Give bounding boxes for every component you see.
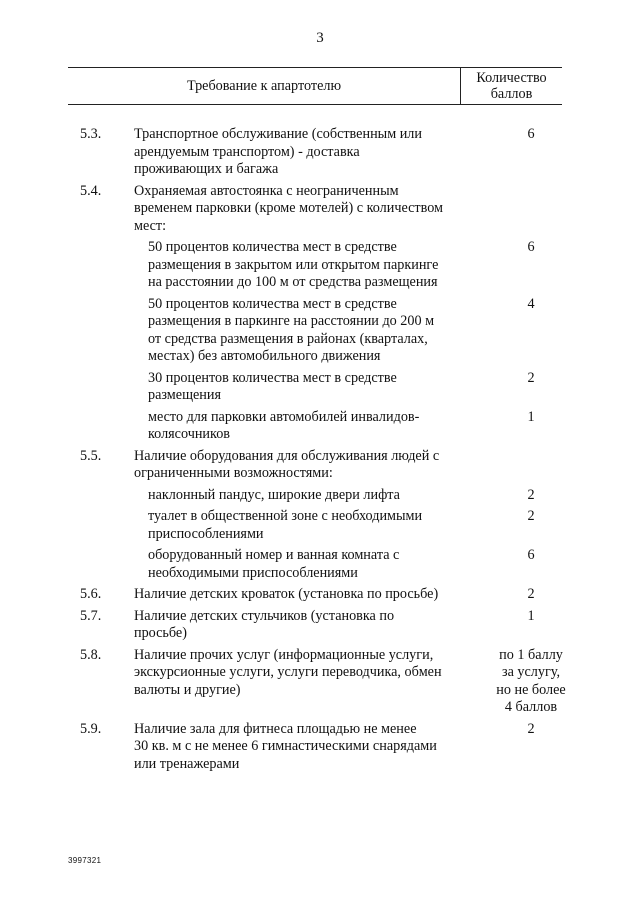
points-line: 6 bbox=[527, 239, 535, 255]
requirement-text-line: мест: bbox=[134, 217, 167, 234]
requirement-text-line: временем парковки (кроме мотелей) с количеством bbox=[134, 200, 444, 216]
requirement-text-line: Транспортное обслуживание (собственным или bbox=[134, 126, 422, 142]
requirement-number: 5.3. bbox=[80, 126, 102, 142]
requirement-text bbox=[134, 448, 466, 483]
requirement-subrow bbox=[0, 508, 640, 543]
requirement-text-line: Наличие зала для фитнеса площадью не менее bbox=[134, 720, 417, 737]
requirement-text-line: Охраняемая автостоянка с неограниченным bbox=[134, 182, 399, 199]
requirement-points bbox=[484, 409, 578, 427]
requirement-text-line: на расстоянии до 100 м от средства размещения bbox=[148, 274, 438, 290]
requirement-text-line: Наличие детских кроваток (установка по просьбе) bbox=[134, 586, 439, 602]
requirement-text bbox=[134, 721, 466, 774]
requirement-points bbox=[484, 487, 578, 505]
points-line: 6 bbox=[527, 547, 535, 563]
table-header bbox=[68, 67, 562, 105]
requirement-points bbox=[484, 239, 578, 257]
requirement-text-line: от средства размещения в районах (кварталах, bbox=[148, 330, 428, 347]
requirement-points bbox=[484, 608, 578, 626]
requirement-text-line: Наличие детских стульчиков (установка по bbox=[134, 607, 395, 624]
requirement-column-header: Требование к апартотелю bbox=[186, 78, 342, 95]
requirement-text bbox=[134, 608, 466, 643]
requirement-text bbox=[134, 647, 466, 700]
requirement-subrow bbox=[0, 296, 640, 366]
requirement-number: 5.8. bbox=[80, 646, 102, 663]
requirement-text bbox=[134, 296, 466, 366]
points-line: 2 bbox=[527, 369, 535, 386]
requirement-text-line: валюты и другие) bbox=[134, 681, 241, 698]
requirement-text bbox=[134, 547, 466, 582]
requirement-number: 5.9. bbox=[80, 720, 102, 737]
points-line: 2 bbox=[527, 720, 535, 737]
requirement-row bbox=[0, 586, 640, 604]
requirement-text bbox=[134, 239, 466, 292]
requirement-subrow bbox=[0, 547, 640, 582]
requirement-text-line: Наличие прочих услуг (информационные услуги, bbox=[134, 646, 434, 663]
requirement-number: 5.7. bbox=[80, 607, 102, 624]
requirement-points bbox=[484, 547, 578, 565]
requirement-points bbox=[484, 296, 578, 314]
requirement-text-line: 50 процентов количества мест в средстве bbox=[148, 295, 397, 312]
requirement-subrow bbox=[0, 487, 640, 505]
requirement-text bbox=[134, 487, 466, 505]
points-column-header bbox=[461, 68, 562, 104]
requirement-row bbox=[0, 721, 640, 774]
requirement-text-line: Наличие оборудования для обслуживания людей с bbox=[134, 447, 440, 464]
requirement-text bbox=[134, 126, 466, 179]
requirement-text-line: приспособлениями bbox=[148, 525, 264, 542]
requirement-points bbox=[484, 647, 578, 717]
requirement-text-line: ограниченными возможностями: bbox=[134, 465, 333, 481]
requirement-points bbox=[484, 721, 578, 739]
requirement-text-line: размещения bbox=[148, 387, 222, 403]
requirement-row bbox=[0, 183, 640, 236]
requirement-text-line: размещения в закрытом или открытом паркинге bbox=[148, 256, 439, 273]
requirement-text bbox=[134, 409, 466, 444]
points-line: 1 bbox=[527, 607, 535, 624]
requirement-text-line: 30 процентов количества мест в средстве bbox=[148, 369, 397, 386]
requirement-text-line: место для парковки автомобилей инвалидов- bbox=[148, 408, 420, 425]
requirement-text-line: местах) без автомобильного движения bbox=[148, 348, 381, 364]
points-header-line-1: Количество bbox=[476, 70, 547, 86]
requirement-text-line: размещения в паркинге на расстоянии до 200 м bbox=[148, 313, 435, 329]
requirement-text-line: проживающих и багажа bbox=[134, 161, 279, 177]
points-line: 6 bbox=[527, 126, 535, 142]
requirement-row bbox=[0, 608, 640, 643]
requirement-text bbox=[134, 586, 466, 604]
requirement-number: 5.6. bbox=[80, 586, 102, 602]
requirement-text bbox=[134, 370, 466, 405]
requirement-points bbox=[484, 586, 578, 604]
requirement-text-line: арендуемым транспортом) - доставка bbox=[134, 143, 360, 160]
requirement-number: 5.4. bbox=[80, 182, 102, 199]
requirement-text-line: оборудованный номер и ванная комната с bbox=[148, 547, 400, 563]
requirement-points bbox=[484, 370, 578, 388]
requirements-list bbox=[0, 124, 640, 777]
requirement-number: 5.5. bbox=[80, 447, 102, 464]
requirement-text-line: 50 процентов количества мест в средстве bbox=[148, 239, 397, 255]
requirement-text-line: 30 кв. м с не менее 6 гимнастическими снарядами bbox=[134, 738, 437, 754]
requirement-text-line: туалет в общественной зоне с необходимыми bbox=[148, 508, 423, 524]
points-line: за услугу, bbox=[501, 664, 561, 680]
points-header-line-2: баллов bbox=[490, 86, 533, 102]
requirement-points bbox=[484, 508, 578, 526]
points-line: 4 баллов bbox=[504, 699, 558, 715]
requirement-text-line: наклонный пандус, широкие двери лифта bbox=[148, 486, 400, 503]
points-line: по 1 баллу bbox=[499, 646, 563, 663]
requirement-text bbox=[134, 508, 466, 543]
requirement-subrow bbox=[0, 370, 640, 405]
page-number: 3 bbox=[316, 30, 324, 46]
requirement-text-line: или тренажерами bbox=[134, 755, 240, 772]
requirement-subrow bbox=[0, 239, 640, 292]
requirement-row bbox=[0, 647, 640, 717]
requirement-row bbox=[0, 126, 640, 179]
requirement-text-line: необходимыми приспособлениями bbox=[148, 564, 358, 581]
requirement-text-line: колясочников bbox=[148, 426, 230, 442]
points-line: 4 bbox=[527, 295, 535, 312]
requirement-text bbox=[134, 183, 466, 236]
points-line: 2 bbox=[527, 486, 535, 503]
requirement-text-line: экскурсионные услуги, услуги переводчика, обмен bbox=[134, 664, 442, 680]
requirement-row bbox=[0, 448, 640, 483]
requirement-subrow bbox=[0, 409, 640, 444]
points-line: 2 bbox=[527, 586, 535, 602]
points-line: но не более bbox=[496, 681, 566, 698]
document-id: 3997321 bbox=[68, 856, 102, 865]
points-line: 2 bbox=[527, 508, 535, 524]
requirement-points bbox=[484, 126, 578, 144]
points-line: 1 bbox=[527, 408, 535, 425]
requirement-text-line: просьбе) bbox=[134, 625, 187, 641]
